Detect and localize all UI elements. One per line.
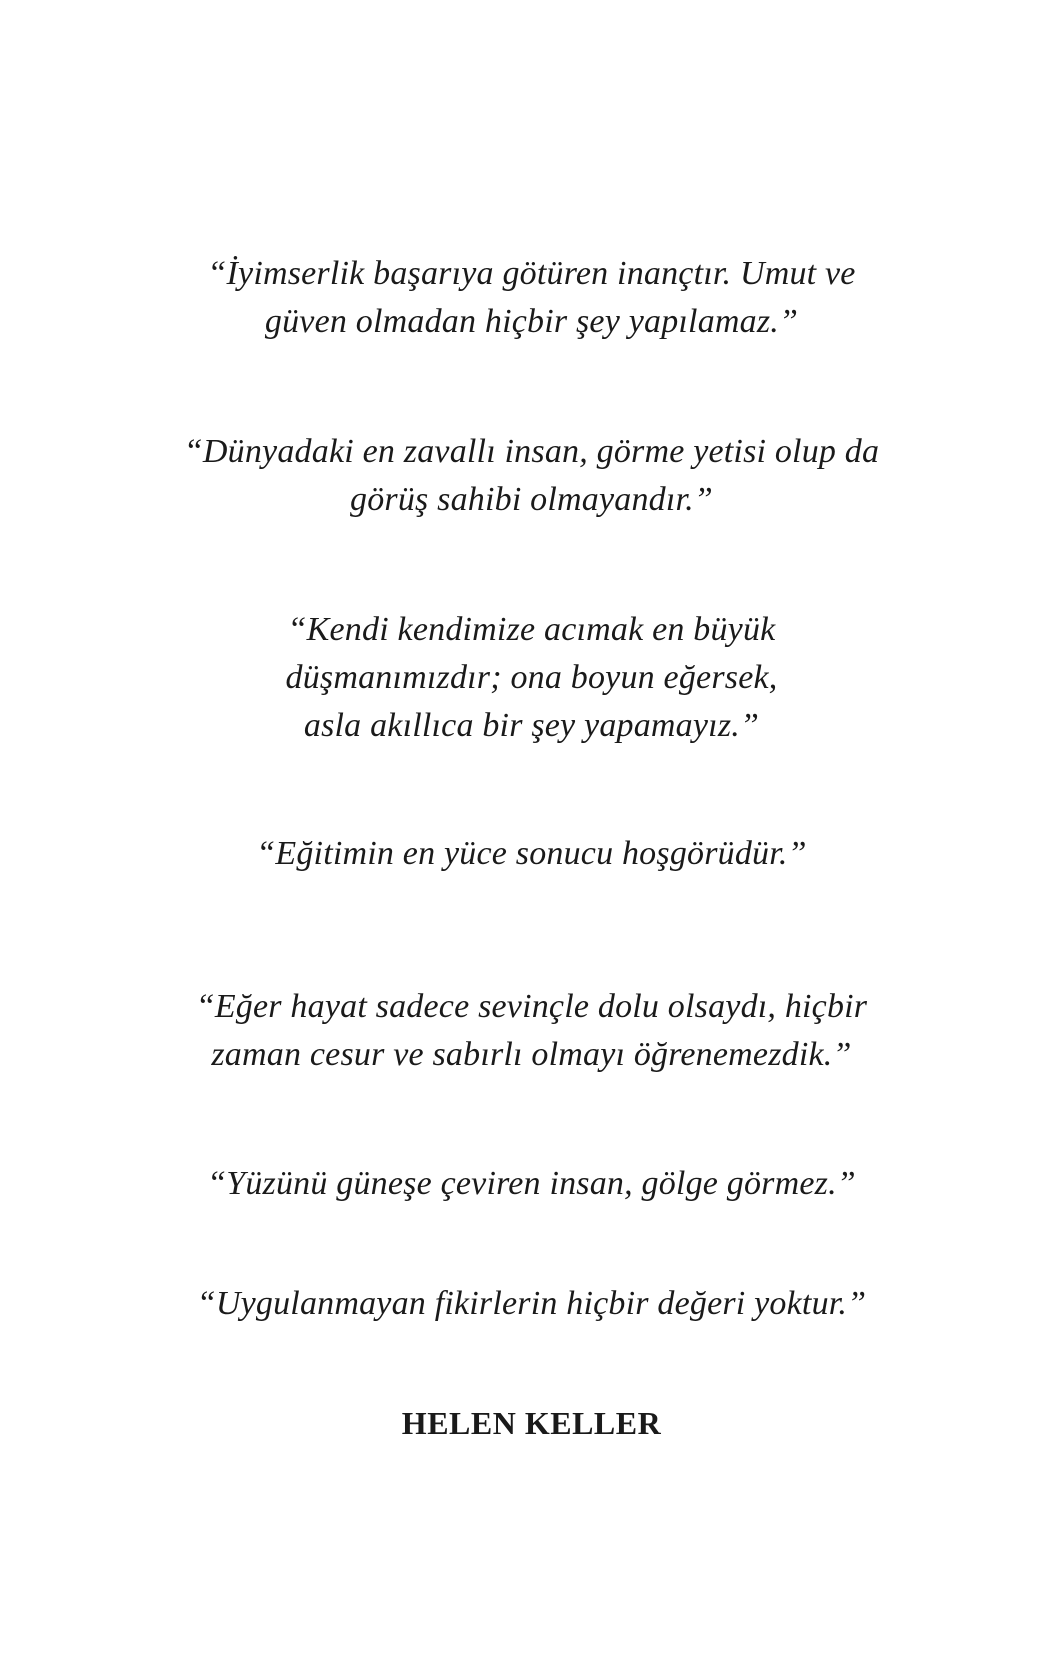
quote-line: “Kendi kendimize acımak en büyük — [287, 611, 776, 648]
quote-line: “Dünyadaki en zavallı insan, görme yetisi olup da — [183, 433, 880, 470]
quote-1 — [0, 250, 1063, 346]
quote-line: “Eğitimin en yüce sonucu hoşgörüdür.” — [256, 835, 807, 872]
quote-line: zaman cesur ve sabırlı olmayı öğrenemezdik.” — [211, 1036, 852, 1073]
quote-line: “Uygulanmayan fikirlerin hiçbir değeri yoktur.” — [196, 1285, 867, 1322]
quote-4 — [0, 830, 1063, 878]
quote-line: “Yüzünü güneşe çeviren insan, gölge görmez.” — [207, 1165, 856, 1202]
quote-line: düşmanımızdır; ona boyun eğersek, — [285, 659, 778, 696]
quote-line: “Eğer hayat sadece sevinçle dolu olsaydı, hiçbir — [195, 988, 868, 1025]
quote-7 — [0, 1280, 1063, 1328]
author-name: HELEN KELLER — [401, 1405, 662, 1441]
quote-2 — [0, 428, 1063, 524]
quote-5 — [0, 983, 1063, 1079]
quote-6 — [0, 1160, 1063, 1208]
quote-line: “İyimserlik başarıya götüren inançtır. Umut ve — [207, 255, 856, 292]
quote-3 — [0, 606, 1063, 750]
quote-line: asla akıllıca bir şey yapamayız.” — [303, 707, 760, 744]
quote-line: güven olmadan hiçbir şey yapılamaz.” — [264, 303, 799, 340]
quote-line: görüş sahibi olmayandır.” — [350, 481, 713, 518]
